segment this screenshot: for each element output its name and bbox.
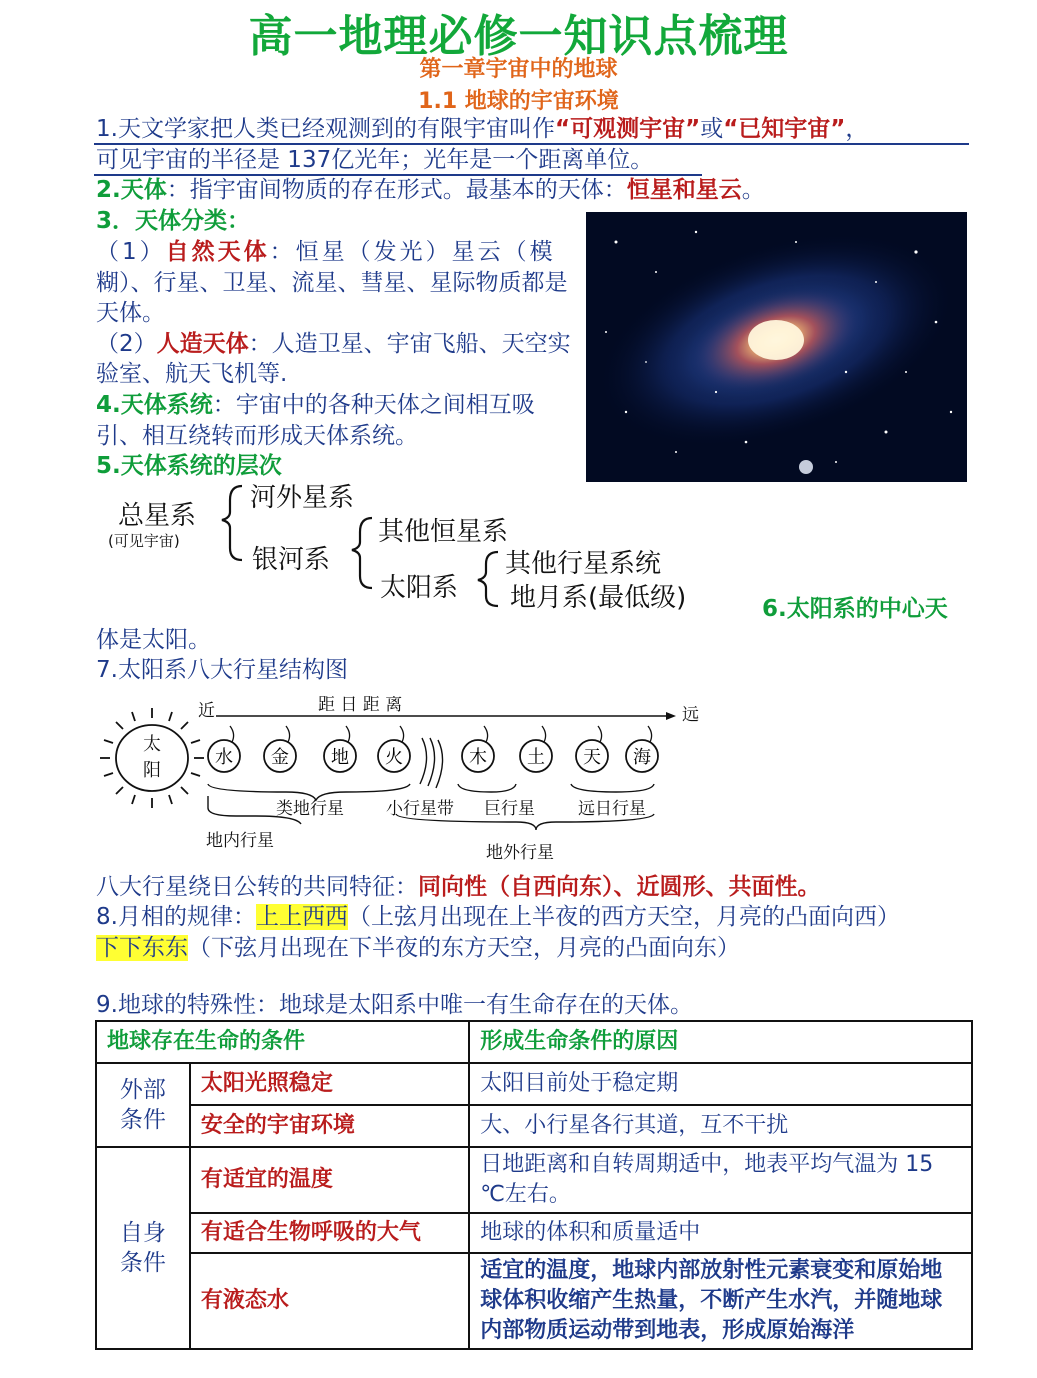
para-9-text: ：地球是太阳系中唯一有生命存在的天体。 [255, 992, 693, 1018]
near-label: 近 [198, 701, 215, 721]
table-row [96, 1253, 972, 1349]
orbit-arrow [598, 726, 602, 742]
natural-text: ：恒星（发光）星云（模 [269, 239, 556, 265]
planet-label: 地 [331, 747, 349, 768]
para-2-text: ：指宇宙间物质的存在形式。最基本的天体： [166, 177, 627, 203]
reason-cell: 大、小行星各行其道，互不干扰 [469, 1105, 972, 1147]
life-conditions-table [95, 1020, 973, 1350]
page-title: 高一地理必修一知识点梳理 [248, 11, 789, 62]
hier-root: 总星系 [118, 501, 197, 531]
planet-features-value: 同向性（自西向东）、近圆形、共面性。 [418, 874, 821, 900]
brace-3 [478, 552, 498, 606]
celestial-system-hierarchy [100, 478, 760, 628]
man-text: ：人造卫星、宇宙飞船、天空实 [248, 331, 571, 357]
para-5-label: 5.天体系统的层次 [96, 453, 282, 479]
natural-prefix: （1） [96, 239, 166, 265]
term-observable-universe: “可观测宇宙” [554, 116, 701, 142]
giant-bracket [458, 784, 516, 792]
orbit-arrow [230, 726, 234, 742]
para-2 [96, 175, 765, 205]
outer-label: 地外行星 [486, 843, 554, 863]
term-known-universe: “已知宇宙” [723, 116, 846, 142]
para-1-comma: ， [845, 116, 869, 142]
reason-cell: 日地距离和自转周期适中，地表平均气温为 15 ℃左右。 [469, 1147, 972, 1213]
para-1-text: 1.天文学家把人类已经观测到的有限宇宙叫作 [96, 116, 555, 142]
sun-char-1: 太 [143, 734, 161, 755]
reason-cell: 适宜的温度，地球内部放射性元素衰变和原始地球体积收缩产生热量，不断产生水汽，并随地球内部物质运动带到地表，形成原始海洋 [469, 1253, 972, 1349]
para-9-label: 9.地球的特殊性 [96, 992, 256, 1018]
table-header-row [96, 1021, 972, 1063]
terrestrial-bracket [208, 784, 410, 800]
hier-earth-moon: 地月系(最低级) [510, 583, 687, 613]
galaxy-image [586, 212, 967, 482]
table-row [96, 1213, 972, 1253]
brace-1 [222, 486, 242, 560]
orbit-arrow [286, 726, 290, 742]
para-4-line-1 [96, 390, 535, 420]
condition-cell: 太阳光照稳定 [190, 1063, 469, 1105]
external-label-1: 外部 [119, 1077, 166, 1103]
condition-cell: 有液态水 [190, 1253, 469, 1349]
para-2-highlight: 恒星和星云 [626, 177, 742, 203]
para-6-line-1: 6.太阳系的中心天 [762, 596, 948, 622]
orbit-arrow [346, 726, 350, 742]
inner-label: 地内行星 [206, 831, 274, 851]
header-conditions: 地球存在生命的条件 [96, 1021, 469, 1063]
orbit-arrow [542, 726, 546, 742]
orbit-arrow [400, 726, 404, 742]
first-quarter-text: （上弦月出现在上半夜的西方天空，月亮的凸面向西） [347, 904, 900, 930]
para-1-or: 或 [700, 116, 724, 142]
self-label-2: 条件 [119, 1250, 166, 1276]
condition-cell: 安全的宇宙环境 [190, 1105, 469, 1147]
para-7-label: 7.太阳系八大行星结构图 [96, 657, 348, 683]
para-8-line-1 [96, 902, 900, 932]
orbit-arrow [648, 726, 652, 742]
reason-cell: 太阳目前处于稳定期 [469, 1063, 972, 1105]
distant-bracket [571, 784, 654, 792]
hier-other-planets: 其他行星系统 [505, 549, 662, 579]
highlight-last-quarter: 下下东东 [96, 935, 188, 961]
table-row [96, 1105, 972, 1147]
para-4-text: ：宇宙中的各种天体之间相互吸 [212, 392, 535, 418]
para-1-line-1 [96, 114, 868, 144]
self-group-cell [96, 1147, 190, 1349]
para-3-label: 3．天体分类： [96, 208, 251, 234]
external-label-2: 条件 [119, 1107, 166, 1133]
planet-label: 木 [469, 747, 487, 768]
planet-features [96, 872, 821, 902]
distance-label: 距 日 距 离 [318, 696, 403, 715]
terrestrial-label: 类地行星 [276, 799, 344, 819]
orbit-arrow [484, 726, 488, 742]
hier-solar-system: 太阳系 [380, 573, 459, 603]
man-prefix: （2） [96, 331, 157, 357]
para-8-label: 8.月相的规律： [96, 904, 256, 930]
section-heading: 1.1 地球的宇宙环境 [418, 89, 619, 114]
asteroid-belt-icon [420, 738, 443, 788]
planet-label: 海 [633, 747, 651, 768]
giant-label: 巨行星 [484, 799, 535, 819]
para-8-line-2 [96, 933, 740, 963]
asteroid-label: 小行星带 [386, 799, 454, 819]
para-4-line-2: 引、相互绕转而形成天体系统。 [96, 423, 418, 449]
para-3-natural-line-2: 糊）、行星、卫星、流星、彗星、星际物质都是 [96, 270, 568, 296]
planet-structure-diagram [96, 696, 716, 866]
reason-cell: 地球的体积和质量适中 [469, 1213, 972, 1253]
planet-label: 土 [527, 747, 545, 768]
para-3-man-line-1 [96, 329, 571, 359]
condition-cell: 有适宜的温度 [190, 1147, 469, 1213]
sun-char-2: 阳 [143, 760, 161, 781]
axis-arrowhead [666, 712, 676, 720]
planet-label: 水 [215, 747, 233, 768]
hier-root-note: (可见宇宙) [108, 532, 180, 550]
para-1-line-2: 可见宇宙的半径是 137亿光年；光年是一个距离单位。 [96, 147, 654, 173]
para-9 [96, 990, 693, 1020]
self-label-1: 自身 [119, 1220, 166, 1246]
brace-2 [352, 518, 372, 588]
planet-label: 火 [385, 747, 403, 768]
chapter-heading: 第一章宇宙中的地球 [419, 57, 618, 82]
planet-group [208, 726, 658, 772]
man-label: 人造天体 [156, 331, 249, 357]
highlight-first-quarter: 上上西西 [255, 904, 348, 930]
para-3-man-line-2: 验室、航天飞机等. [96, 361, 288, 387]
table-row [96, 1147, 972, 1213]
para-4-label: 4.天体系统 [96, 392, 213, 418]
natural-label: 自然天体 [165, 239, 270, 265]
header-reasons: 形成生命条件的原因 [469, 1021, 972, 1063]
last-quarter-text: （下弦月出现在下半夜的东方天空，月亮的凸面向东） [188, 935, 740, 961]
planet-label: 金 [271, 747, 289, 768]
distant-label: 远日行星 [578, 799, 646, 819]
planet-features-label: 八大行星绕日公转的共同特征： [96, 874, 418, 900]
para-2-end: 。 [741, 177, 765, 203]
table-row [96, 1063, 972, 1105]
hier-milky-way: 银河系 [252, 545, 331, 575]
para-6-line-2: 体是太阳。 [96, 627, 211, 653]
hier-other-stars: 其他恒星系 [378, 517, 509, 547]
para-2-label: 2.天体 [96, 177, 167, 203]
condition-cell: 有适合生物呼吸的大气 [190, 1213, 469, 1253]
external-group-cell [96, 1063, 190, 1147]
planet-label: 天 [583, 747, 601, 768]
para-3-natural-line-3: 天体。 [96, 300, 165, 326]
sun-icon [100, 708, 204, 808]
far-label: 远 [682, 705, 699, 725]
hier-other-galaxy: 河外星系 [250, 483, 355, 513]
para-3-natural-line-1 [96, 237, 556, 267]
